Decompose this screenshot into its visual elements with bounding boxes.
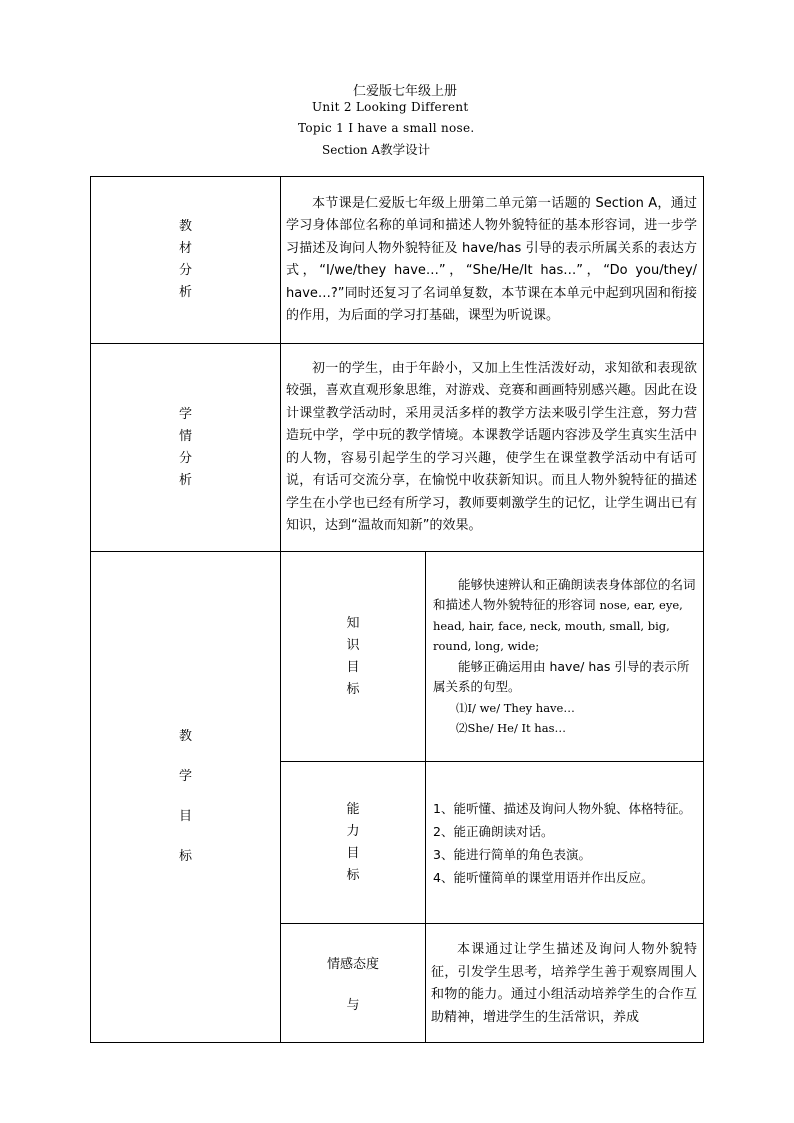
emotion-goal-content (426, 924, 704, 1043)
teaching-goals-label: 教 学 目 标 (91, 552, 281, 1043)
section-cn: 教学设计 (380, 142, 431, 157)
emotion-goal-label: 情感态度 与 (281, 924, 426, 1043)
material-analysis-text: 本节课是仁爱版七年级上册第二单元第一话题的 Section A，通过学习身体部位名称的单词和描述人物外貌特征的基本形容词，进一步学习描述及询问人物外貌特征及 have/has 引导的表示所属关系的表达方式，“I/we/they have…”，“She/He/It has…”，“Do you/they/ have…?”同时还复习了名词单复数，本节课在本单元中起到巩固和衔接的作用，为后面的学习打基础，课型为听说课。 (286, 195, 698, 323)
knowledge-goal-content (426, 552, 704, 762)
ability-goal-item: 3、能进行简单的角色表演。 (433, 846, 591, 862)
student-analysis-row (91, 344, 704, 552)
ability-goal-item: 2、能正确朗读对话。 (433, 823, 554, 839)
ability-goal-item: 4、能听懂简单的课堂用语并作出反应。 (433, 869, 654, 885)
lesson-plan-table (90, 176, 704, 1043)
student-analysis-content (281, 344, 704, 552)
knowledge-goal-para2: 能够正确运用由 have/ has 引导的表示所属关系的句型。 (433, 658, 690, 694)
document-title: 仁爱版七年级上册 (353, 84, 458, 99)
section-title (322, 140, 794, 158)
knowledge-goal-label: 知 识 目 标 (281, 552, 426, 762)
knowledge-goal-row (91, 552, 704, 762)
student-analysis-label: 学 情 分 析 (91, 344, 281, 552)
section-en: Section A (322, 143, 381, 157)
knowledge-goal-item: ⑵She/ He/ It has… (456, 721, 566, 735)
material-analysis-row (91, 177, 704, 344)
material-analysis-label: 教 材 分 析 (91, 177, 281, 344)
knowledge-goal-para1: 能够快速辨认和正确朗读表身体部位的名词和描述人物外貌特征的形容词 nose, ear, eye, head, hair, face, neck, mouth, small, big, round, long, wide; (433, 576, 696, 653)
emotion-goal-text: 本课通过让学生描述及询问人物外貌特征，引发学生思考，培养学生善于观察周围人和物的能力。通过小组活动培养学生的合作互助精神，增进学生的生活常识，养成 (431, 942, 698, 1025)
student-analysis-text: 初一的学生，由于年龄小，又加上生性活泼好动，求知欲和表现欲较强，喜欢直观形象思维，对游戏、竞赛和画画特别感兴趣。因此在设计课堂教学活动时，采用灵活多样的教学方法来吸引学生注意，努力营造玩中学，学中玩的教学情境。本课教学话题内容涉及学生真实生活中的人物，容易引起学生的学习兴趣，使学生在课堂教学活动中有话可说，有话可交流分享，在愉悦中收获新知识。而且人物外貌特征的描述学生在小学也已经有所学习，教师要刺激学生的记忆，让学生调出已有知识，达到“温故而知新”的效果。 (286, 360, 698, 533)
knowledge-goal-item: ⑴I/ we/ They have… (456, 700, 575, 715)
ability-goal-label: 能 力 目 标 (281, 762, 426, 924)
material-analysis-content (281, 177, 704, 344)
topic-title: Topic 1 I have a small nose. (298, 121, 475, 135)
unit-title: Unit 2 Looking Different (312, 100, 469, 114)
ability-goal-item: 1、能听懂、描述及询问人物外貌、体格特征。 (433, 800, 691, 816)
ability-goal-content (426, 762, 704, 924)
